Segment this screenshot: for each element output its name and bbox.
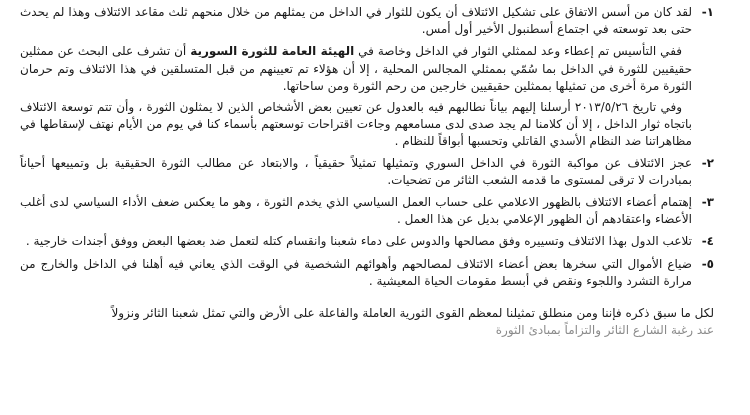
list-item-text: إهتمام أعضاء الائتلاف بالظهور الاعلامي على حساب العمل السياسي الذي يخدم الثورة ، وهو ما يعكس ضعف الأداء السياسي لدى أغلب الأعضاء واعتقادهم أن الظهور الإعلامي بديل عن هذا العمل . [20, 195, 692, 227]
list-item-text: ضياع الأموال التي سخرها بعض أعضاء الائتلاف لمصالحهم وأهوائهم الشخصية في الوقت الذي يعاني فيه أهلنا في الداخل والخارج من مرارة التشرد واللجوء ونقص في أبسط مقومات الحياة المعيشية . [20, 256, 692, 288]
list-number: ٥- [701, 256, 714, 271]
list-item-text: عجز الائتلاف عن مواكبة الثورة في الداخل السوري وتمثيلها تمثيلاً حقيقياً ، والابتعاد عن مطالب الثورة الحقيقية بل وتمييعها أحياناً بمبادرات لا ترقى لمستوى ما قدمه الشعب الثائر من تضحيات. [20, 155, 692, 187]
list-number: ٢- [701, 155, 714, 170]
sub-paragraphs [20, 43, 692, 150]
list-item-3 [20, 194, 714, 228]
list-item-1 [20, 4, 714, 38]
list-number: ١- [701, 5, 714, 19]
closing-line-1: لكل ما سبق ذكره فإننا ومن منطلق تمثيلنا لمعظم القوى الثورية العاملة والفاعلة على الأرض والتي تمثل شعبنا الثائر ونزولاً [111, 306, 714, 321]
list-item-5 [20, 256, 714, 290]
list-item-4 [20, 233, 714, 250]
list-item-2 [20, 155, 714, 189]
list-number: ٣- [701, 195, 714, 210]
founding-text-bold: الهيئة العامة للثورة السورية [190, 44, 355, 59]
date-paragraph: وفي تاريخ ٢٠١٣/٥/٢٦ أرسلنا إليهم بياناً نطالبهم فيه بالعدول عن تعيين بعض الأشخاص الذين لا يمثلون الثورة ، وأن تتم توسعة الائتلاف باتجاه ثوار الداخل ، إلا أن كلامنا لم يجد صدى لدى مسامعهم وجاءت اقتراحات توسعتهم بأسماء كنا في يوم من الأيام نهتف لإسقاطها في مظاهراتنا ضد النظام الأسدي القاتلي وتحسبها أبواقاً للنظام . [20, 100, 692, 149]
spacer [20, 295, 714, 305]
founding-text-end: أن تشرف على البحث عن ممثلين حقيقيين للثورة في الداخل بما سُمّي بممثلي المجالس المحلية ، إلا أن هؤلاء تم تعيينهم من قبل المتسلقين في هذا الائتلاف وتم حرمان الثورة مرة أخرى من تمثيلها بممثلين حقيقيين خارجين من رحم الثورة ومن ساحاتها. [20, 44, 692, 93]
founding-text-start: ففي التأسيس تم إعطاء وعد لممثلي الثوار في الداخل وخاصة في [354, 44, 682, 59]
list-item-text: لقد كان من أسس الاتفاق على تشكيل الائتلاف أن يكون للثوار في الداخل من يمثلهم من خلال منحهم ثلث مقاعد الائتلاف وهذا لم يحدث حتى بعد توسعته في اجتماع أسطنبول الأخير أول أمس. [20, 5, 692, 37]
closing-line-2: عند رغبة الشارع الثائر والتزاماً بمبادئ الثورة [495, 323, 714, 338]
list-item-text: تلاعب الدول بهذا الائتلاف وتسييره وفق مصالحها والدوس على دماء شعبنا وانقسام كتله لتعمل ضد بعضها البعض ووفق أجندات خارجية . [25, 234, 692, 249]
founding-paragraph [20, 43, 692, 95]
list-number: ٤- [701, 234, 714, 249]
